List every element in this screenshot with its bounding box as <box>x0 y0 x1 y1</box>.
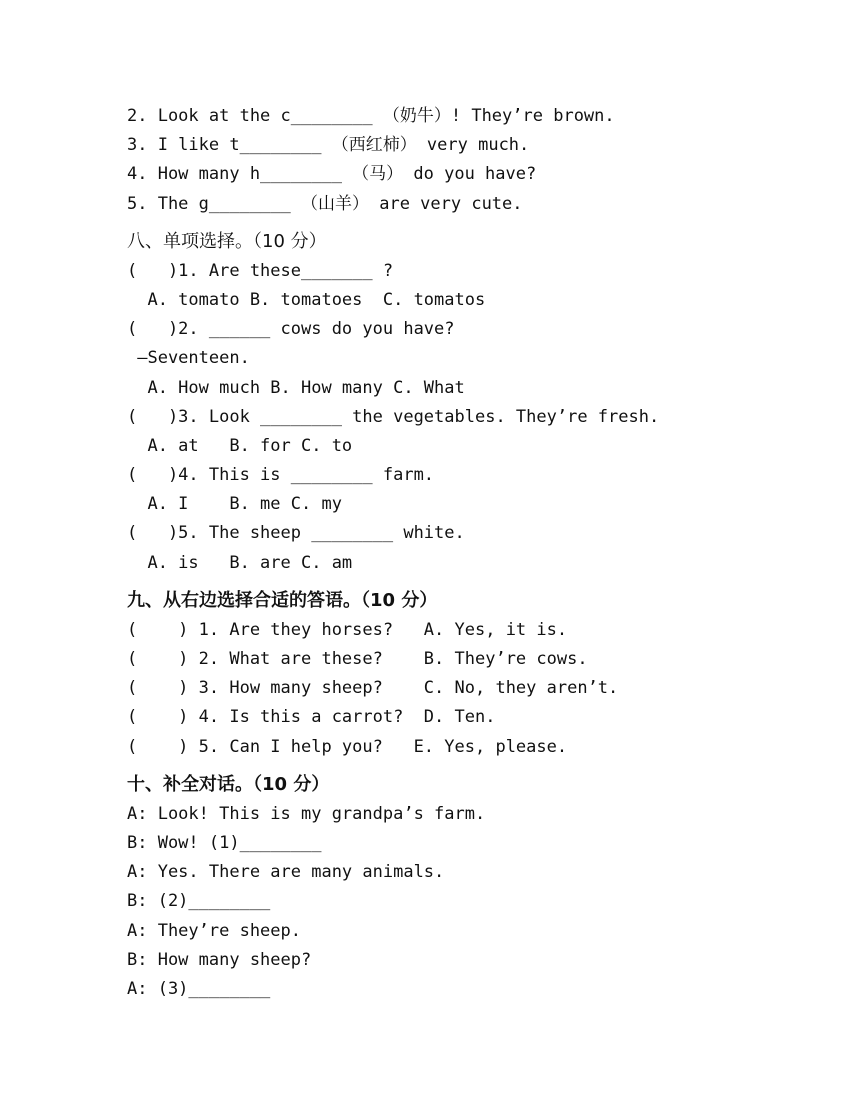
worksheet-page <box>127 102 807 1004</box>
dialogue-line: A: They’re sheep. <box>127 920 301 941</box>
question-line: 2. Look at the c________ （奶牛）! They’re brown. <box>127 106 615 126</box>
dialogue-line: B: Wow! (1)________ <box>127 832 322 853</box>
section-title: 十、补全对话。（10 分） <box>127 773 330 795</box>
question-line: ( )4. This is ________ farm. <box>127 465 435 486</box>
dialogue-line: A: Look! This is my grandpa’s farm. <box>127 803 486 824</box>
section-10 <box>127 769 807 1004</box>
question-line: 4. How many h________ （马） do you have? <box>127 164 537 185</box>
question-line: ( )1. Are these_______ ? <box>127 260 394 281</box>
question-line: ( )2. ______ cows do you have? <box>127 319 455 340</box>
matching-line: ( ) 3. How many sheep? C. No, they aren’t. <box>127 678 619 699</box>
answer-line: —Seventeen. <box>127 348 250 369</box>
options-line: A. at B. for C. to <box>127 435 353 456</box>
question-line: ( )5. The sheep ________ white. <box>127 523 465 544</box>
options-line: A. How much B. How many C. What <box>127 377 465 398</box>
dialogue-line: B: How many sheep? <box>127 949 312 970</box>
options-line: A. I B. me C. my <box>127 494 342 515</box>
dialogue-line: A: (3)________ <box>127 978 271 999</box>
matching-line: ( ) 5. Can I help you? E. Yes, please. <box>127 736 568 757</box>
section-title: 八、单项选择。（10 分） <box>127 230 327 252</box>
options-line: A. is B. are C. am <box>127 552 353 573</box>
matching-line: ( ) 1. Are they horses? A. Yes, it is. <box>127 619 568 640</box>
matching-line: ( ) 2. What are these? B. They’re cows. <box>127 649 588 669</box>
question-line: 3. I like t________ （西红柿） very much. <box>127 135 530 156</box>
dialogue-line: A: Yes. There are many animals. <box>127 862 445 883</box>
section-9 <box>127 585 807 762</box>
section-7-continuation <box>127 102 807 219</box>
question-line: ( )3. Look ________ the vegetables. They’re fresh. <box>127 406 660 427</box>
section-title: 九、从右边选择合适的答语。（10 分） <box>127 589 438 611</box>
question-line: 5. The g________ （山羊） are very cute. <box>127 193 523 214</box>
matching-line: ( ) 4. Is this a carrot? D. Ten. <box>127 707 496 728</box>
section-8 <box>127 226 807 578</box>
options-line: A. tomato B. tomatoes C. tomatos <box>127 289 486 310</box>
dialogue-line: B: (2)________ <box>127 891 271 912</box>
